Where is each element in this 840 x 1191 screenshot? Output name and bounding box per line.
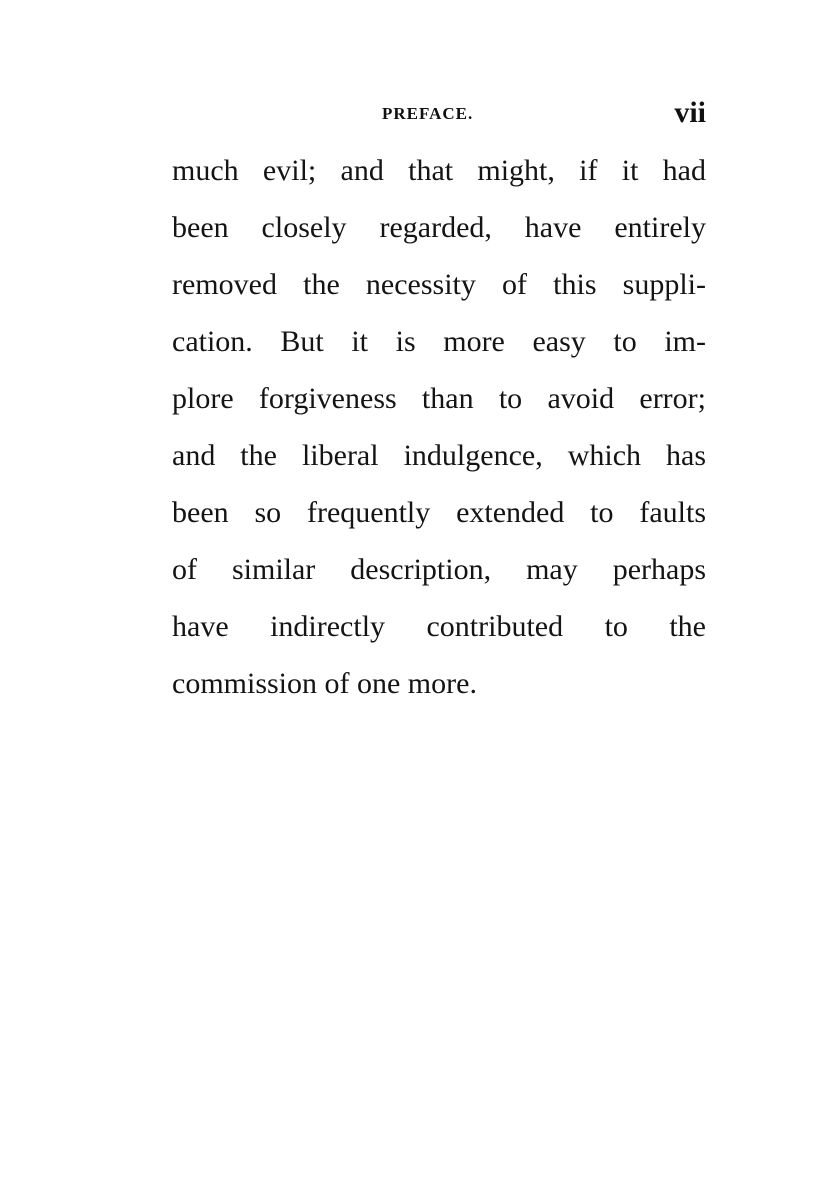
text-line: much evil; and that might, if it had: [172, 154, 706, 187]
text-line: cation. But it is more easy to im-: [172, 325, 706, 358]
text-line: commission of one more.: [172, 667, 477, 700]
text-line: and the liberal indulgence, which has: [172, 439, 706, 472]
text-line: been closely regarded, have entirely: [172, 211, 706, 244]
text-line: removed the necessity of this suppli-: [172, 268, 706, 301]
text-line: of similar description, may perhaps: [172, 553, 706, 586]
body-text: [172, 149, 706, 719]
text-line: have indirectly contributed to the: [172, 610, 706, 643]
running-head: [172, 96, 706, 134]
text-line: been so frequently extended to faults: [172, 496, 706, 529]
text-line: plore forgiveness than to avoid error;: [172, 382, 706, 415]
running-title: PREFACE.: [382, 104, 474, 123]
page-number: vii: [674, 96, 706, 129]
